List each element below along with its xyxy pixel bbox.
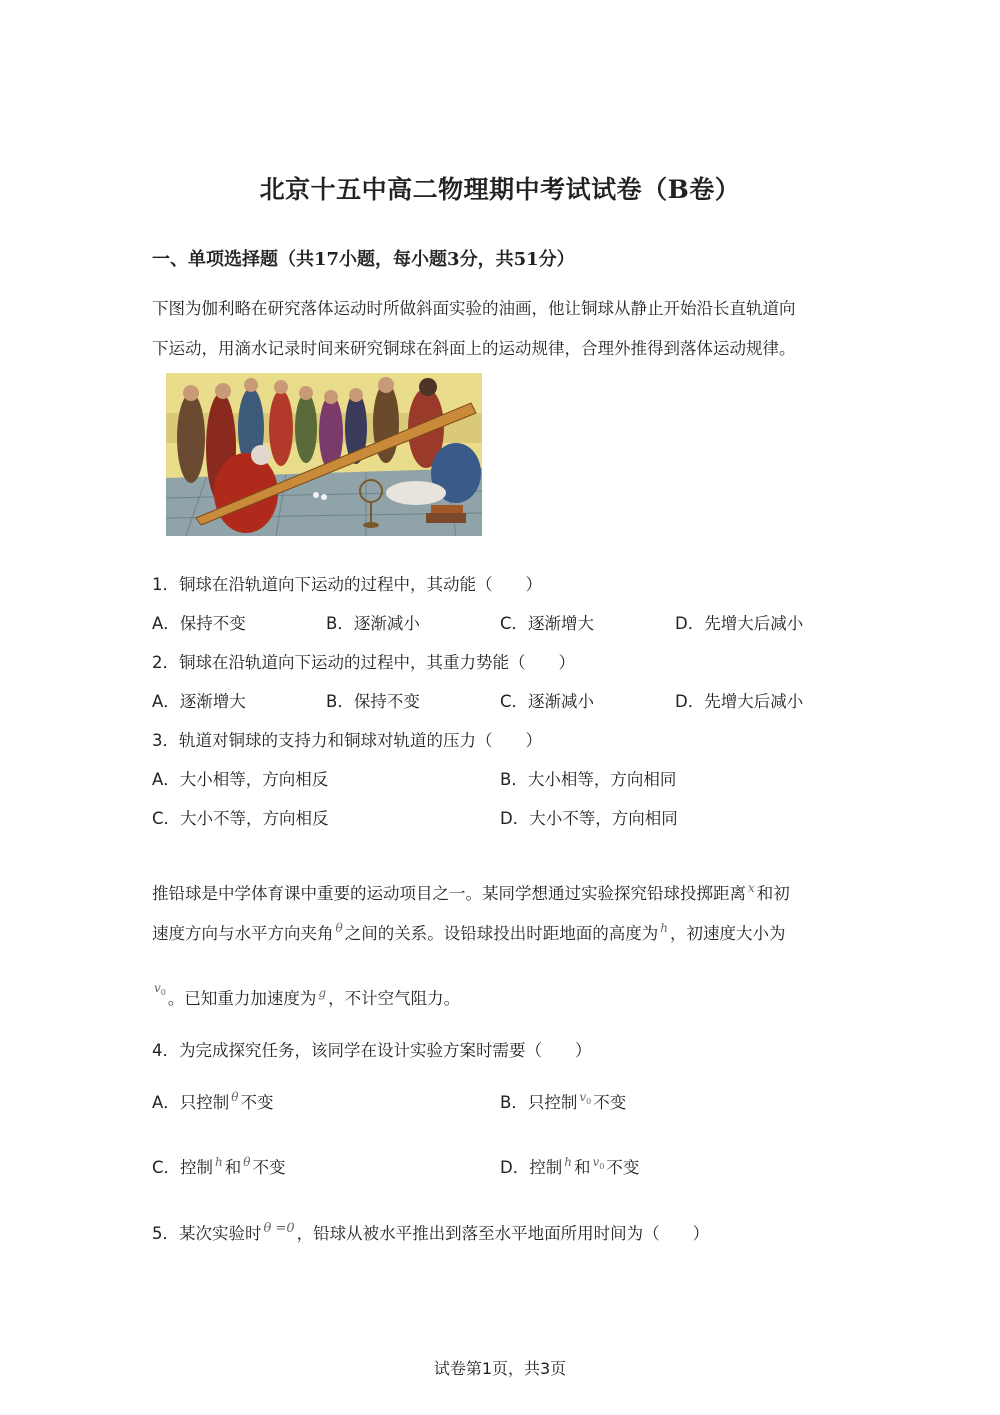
var-x: x: [748, 881, 755, 895]
galileo-inclined-plane-painting: [166, 373, 482, 536]
intro1-line1: 下图为伽利略在研究落体运动时所做斜面实验的油画，他让铜球从静止开始沿长直轨道向: [152, 299, 796, 318]
q3-option-d[interactable]: D．大小不等，方向相同: [500, 809, 678, 828]
q5-text: 5．某次实验时: [152, 1224, 262, 1243]
var-v-subscript: 0: [599, 1162, 605, 1171]
q1-option-d[interactable]: D．先增大后减小: [675, 614, 804, 633]
intro2-text: 。已知重力加速度为: [167, 989, 317, 1008]
theta-equation: θ =0: [263, 1221, 295, 1236]
question-3-stem: 3．轨道对铜球的支持力和铜球对轨道的压力（ ）: [152, 731, 542, 750]
var-v0: [579, 1090, 591, 1104]
q1-option-b[interactable]: B．逐渐减小: [326, 614, 420, 633]
q4-option-d[interactable]: [500, 1154, 639, 1178]
var-v-subscript: 0: [160, 988, 166, 997]
question-1-stem: 1．铜球在沿轨道向下运动的过程中，其动能（ ）: [152, 575, 542, 594]
var-v-subscript: 0: [586, 1097, 592, 1106]
question-2-stem: 2．铜球在沿轨道向下运动的过程中，其重力势能（ ）: [152, 653, 575, 672]
q4-option-a[interactable]: [152, 1089, 274, 1113]
q2-option-b[interactable]: B．保持不变: [326, 692, 420, 711]
q1-option-c[interactable]: C．逐渐增大: [500, 614, 595, 633]
intro2-line2: [152, 920, 785, 944]
intro2-text: 之间的关系。设铅球投出时距地面的高度为: [344, 924, 659, 943]
var-g: g: [318, 986, 327, 1000]
var-h: h: [564, 1155, 572, 1169]
question-4-stem: 4．为完成探究任务，该同学在设计实验方案时需要（ ）: [152, 1041, 592, 1060]
option-text: B．只控制: [500, 1093, 578, 1112]
option-text: 不变: [252, 1158, 286, 1177]
option-text: 和: [224, 1158, 242, 1177]
q2-option-d[interactable]: D．先增大后减小: [675, 692, 804, 711]
q4-option-c[interactable]: [152, 1154, 286, 1178]
var-theta: θ: [231, 1090, 239, 1104]
var-v0: [592, 1155, 604, 1169]
q3-option-c[interactable]: C．大小不等，方向相反: [152, 809, 329, 828]
option-text: D．控制: [500, 1158, 563, 1177]
option-text: A．只控制: [152, 1093, 230, 1112]
q4-option-b[interactable]: [500, 1089, 626, 1113]
intro2-line3: [152, 981, 461, 1009]
q2-option-c[interactable]: C．逐渐减小: [500, 692, 595, 711]
q3-option-b[interactable]: B．大小相等，方向相同: [500, 770, 677, 789]
var-theta: θ: [335, 921, 343, 935]
page-footer: 试卷第1页，共3页: [433, 1359, 567, 1378]
q1-option-a[interactable]: A．保持不变: [152, 614, 246, 633]
var-v: v: [579, 1090, 587, 1104]
intro1-line2: 下运动，用滴水记录时间来研究铜球在斜面上的运动规律，合理外推得到落体运动规律。: [152, 339, 796, 358]
section-heading: 一、单项选择题（共17小题，每小题3分，共51分）: [152, 249, 575, 270]
intro-paragraph-1: [152, 289, 796, 369]
intro2-text: ，初速度大小为: [669, 924, 786, 943]
intro2-text: 速度方向与水平方向夹角: [152, 924, 334, 943]
option-text: 和: [573, 1158, 591, 1177]
var-v: v: [154, 981, 161, 995]
option-text: C．控制: [152, 1158, 214, 1177]
q3-option-a[interactable]: A．大小相等，方向相反: [152, 770, 329, 789]
option-text: 不变: [593, 1093, 627, 1112]
option-text: 不变: [240, 1093, 274, 1112]
var-theta: θ: [243, 1155, 251, 1169]
question-5-stem: [152, 1220, 709, 1244]
var-v: v: [592, 1155, 600, 1169]
q2-option-a[interactable]: A．逐渐增大: [152, 692, 246, 711]
intro2-text: 推铅球是中学体育课中重要的运动项目之一。某同学想通过实验探究铅球投掷距离: [152, 884, 746, 903]
intro2-text: 和初: [756, 884, 790, 903]
var-h: h: [660, 921, 668, 935]
var-v0: [154, 981, 166, 995]
intro2-line1: [152, 880, 790, 904]
page-title: 北京十五中高二物理期中考试试卷（B卷）: [259, 175, 741, 204]
intro2-text: ，不计空气阻力。: [328, 989, 461, 1008]
option-text: 不变: [606, 1158, 640, 1177]
q5-text: ，铅球从被水平推出到落至水平地面所用时间为（ ）: [296, 1224, 710, 1243]
var-h: h: [215, 1155, 223, 1169]
